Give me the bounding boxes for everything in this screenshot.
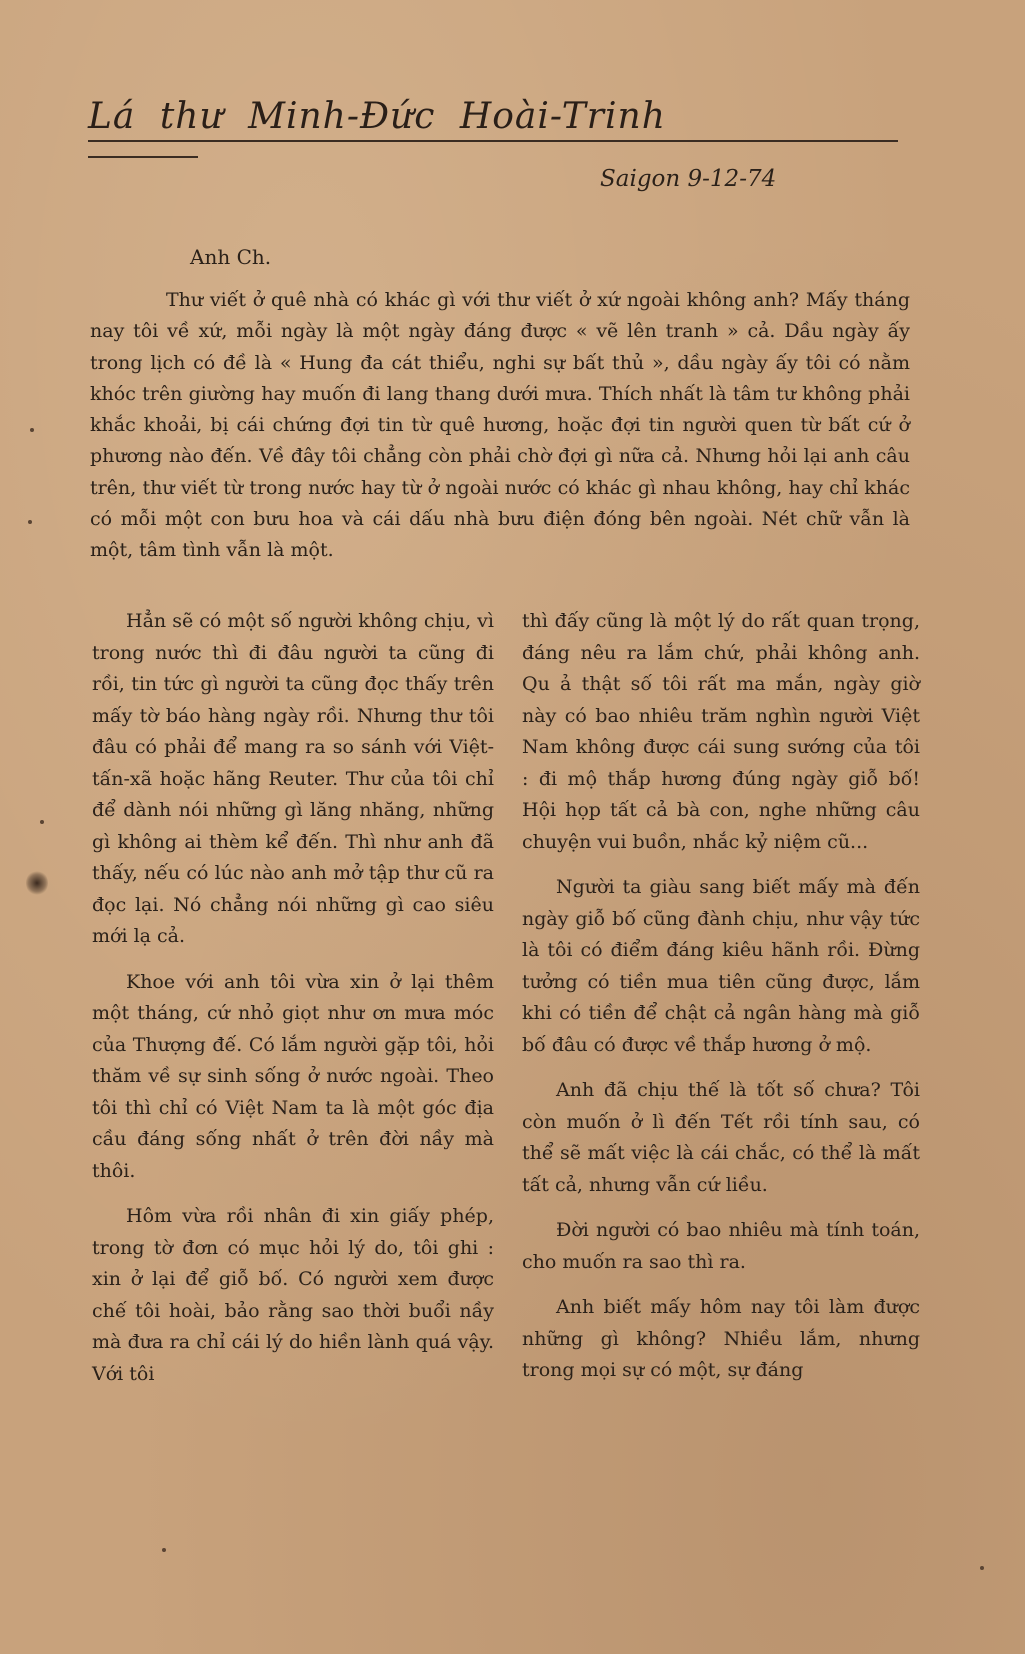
speck xyxy=(40,820,44,824)
title-underline-short xyxy=(88,156,198,158)
dateline: Saigon 9-12-74 xyxy=(600,166,777,192)
paragraph: Khoe với anh tôi vừa xin ở lại thêm một tháng, cứ nhỏ giọt như ơn mưa móc của Thượng đế. Có lắm người gặp tôi, hỏi thăm về sự sinh sống ở nước ngoài. Theo tôi thì chỉ có Việt Nam ta là một góc địa cầu đáng sống nhất ở trên đời nầy mà thôi. xyxy=(92,970,494,1182)
speck xyxy=(28,520,32,524)
paragraph: Anh biết mấy hôm nay tôi làm được những gì không? Nhiều lắm, nhưng trong mọi sự có một, sự đáng xyxy=(522,1296,920,1381)
salutation: Anh Ch. xyxy=(190,245,272,269)
right-column xyxy=(522,606,920,1401)
left-column xyxy=(92,606,494,1404)
intro-paragraph: Thư viết ở quê nhà có khác gì với thư viết ở xứ ngoài không anh? Mấy tháng nay tôi về xứ, mỗi ngày là một ngày đáng được « vẽ lên tranh » cả. Dầu ngày ấy trong lịch có đề là « Hung đa cát thiểu, nghi sự bất thủ », dầu ngày ấy tôi có nằm khóc trên giường hay muốn đi lang thang dưới mưa. Thích nhất là tâm tư không phải khắc khoải, bị cái chứng đợi tin từ quê hương, hoặc đợi tin người quen từ bất cứ ở phương nào đến. Về đây tôi chẳng còn phải chờ đợi gì nữa cả. Nhưng hỏi lại anh câu trên, thư viết từ trong nước hay từ ở ngoài nước có khác gì nhau không, hay chỉ khác có mỗi một con bưu hoa và cái dấu nhà bưu điện đóng bên ngoài. Nét chữ vẫn là một, tâm tình vẫn là một. xyxy=(90,289,910,562)
paragraph: Hẳn sẽ có một số người không chịu, vì trong nước thì đi đâu người ta cũng đi rồi, tin tức gì người ta cũng đọc thấy trên mấy tờ báo hàng ngày rồi. Nhưng thư tôi đâu có phải để mang ra so sánh với Việt-tấn-xã hoặc hãng Reuter. Thư của tôi chỉ để dành nói những gì lăng nhăng, những gì không ai thèm kể đến. Thì như anh đã thấy, nếu có lúc nào anh mở tập thư cũ ra đọc lại. Nó chẳng nói những gì cao siêu mới lạ cả. xyxy=(92,610,494,947)
page-title: Lá thư Minh-Đức Hoài-Trinh xyxy=(88,96,666,137)
paragraph: Hôm vừa rồi nhân đi xin giấy phép, trong tờ đơn có mục hỏi lý do, tôi ghi : xin ở lại để giỗ bố. Có người xem được chế tôi hoài, bảo rằng sao thời buổi nầy mà đưa ra chỉ cái lý do hiền lành quá vậy. Với tôi xyxy=(92,1205,494,1385)
paragraph: Người ta giàu sang biết mấy mà đến ngày giỗ bố cũng đành chịu, như vậy tức là tôi có điểm đáng kiêu hãnh rồi. Đừng tưởng có tiền mua tiên cũng được, lắm khi có tiền để chật cả ngân hàng mà giỗ bố đâu có được về thắp hương ở mộ. xyxy=(522,876,920,1056)
paragraph: Anh đã chịu thế là tốt số chưa? Tôi còn muốn ở lì đến Tết rồi tính sau, có thể sẽ mất việc là cái chắc, có thể là mất tất cả, nhưng vẫn cứ liều. xyxy=(522,1079,920,1196)
paragraph: thì đấy cũng là một lý do rất quan trọng, đáng nêu ra lắm chứ, phải không anh. Qu ả thật số tôi rất ma mắn, ngày giờ này có bao nhiêu trăm nghìn người Việt Nam không được cái sung sướng của tôi : đi mộ thắp hương đúng ngày giỗ bố! Hội họp tất cả bà con, nghe những câu chuyện vui buồn, nhắc kỷ niệm cũ... xyxy=(522,610,920,853)
title-rule xyxy=(88,140,898,142)
ink-smudge xyxy=(26,870,48,896)
speck xyxy=(980,1566,984,1570)
speck xyxy=(162,1548,166,1552)
speck xyxy=(30,428,34,432)
paragraph: Đời người có bao nhiêu mà tính toán, cho muốn ra sao thì ra. xyxy=(522,1219,920,1273)
